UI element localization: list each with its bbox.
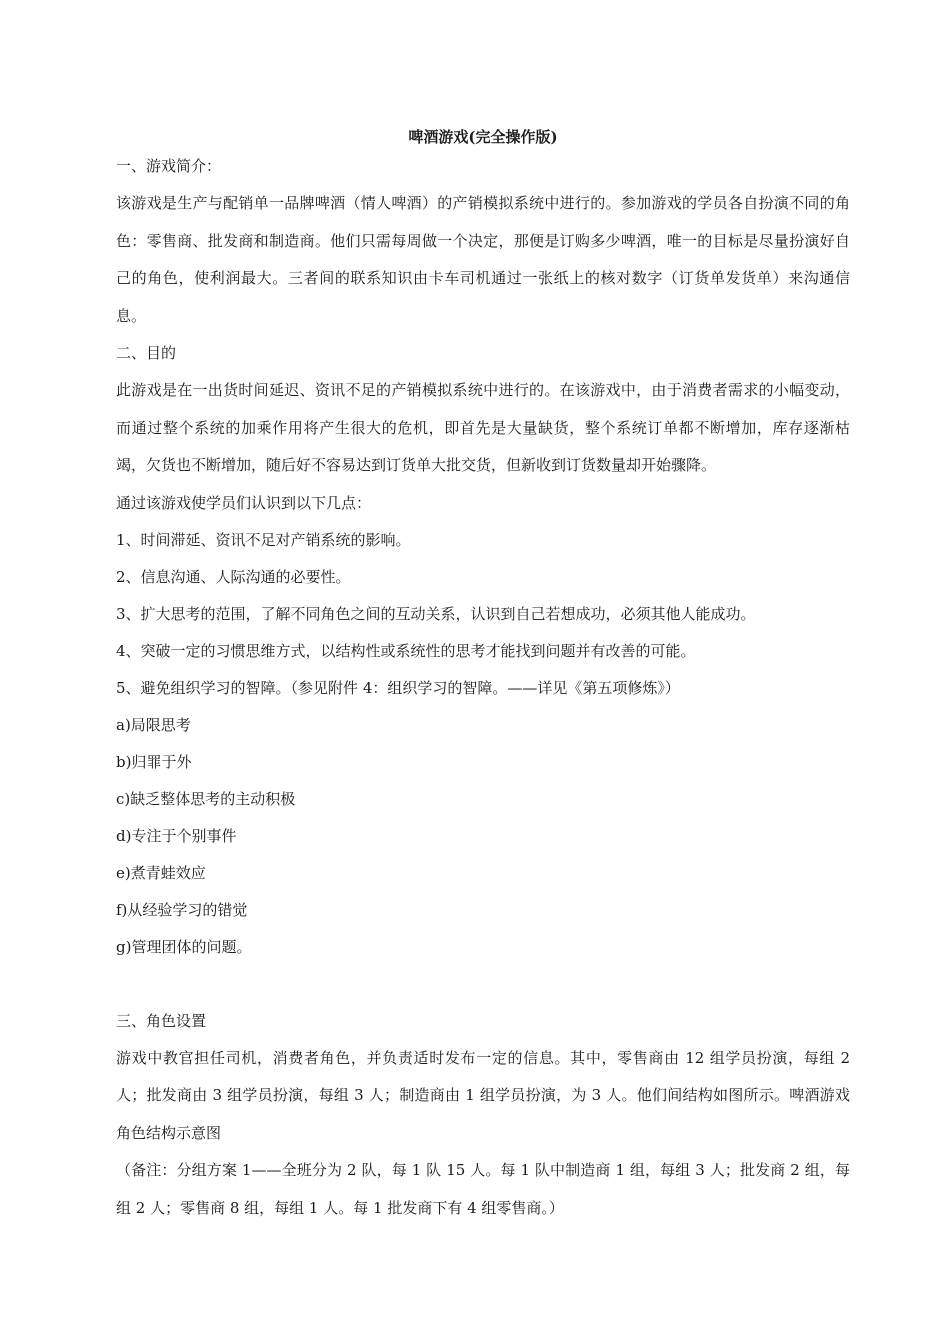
- document-title: 啤酒游戏(完全操作版): [408, 128, 558, 146]
- list-item: 2、信息沟通、人际沟通的必要性。: [116, 567, 351, 586]
- intro-paragraph: 该游戏是生产与配销单一品牌啤酒（情人啤酒）的产销模拟系统中进行的。参加游戏的学员各自扮演不同的角色：零售商、批发商和制造商。他们只需每周做一个决定，那便是订购多少啤酒，唯一的目标是尽量扮演好自己的角色，使利润最大。三者间的联系知识由卡车司机通过一张纸上的核对数字（订货单发货单）来沟通信息。: [116, 194, 850, 325]
- document-page: [116, 126, 850, 1227]
- roles-paragraph: 游戏中教官担任司机，消费者角色，并负责适时发布一定的信息。其中，零售商由 12 组学员扮演，每组 2 人；批发商由 3 组学员扮演，每组 3 人；制造商由 1 组学员扮演，为 3 人。他们间结构如图所示。啤酒游戏角色结构示意图: [116, 1048, 850, 1142]
- sub-list-item: b)归罪于外: [116, 752, 192, 771]
- section-heading-purpose: 二、目的: [116, 344, 177, 362]
- list-item: 3、扩大思考的范围，了解不同角色之间的互动关系，认识到自己若想成功，必须其他人能成功。: [116, 604, 756, 623]
- sub-list-item: d)专注于个别事件: [116, 826, 237, 845]
- sub-list-item: e)煮青蛙效应: [116, 863, 206, 882]
- section-heading-roles: 三、角色设置: [116, 1011, 207, 1030]
- roles-note: （备注：分组方案 1——全班分为 2 队，每 1 队 15 人。每 1 队中制造商 1 组，每组 3 人；批发商 2 组，每组 2 人；零售商 8 组，每组 1 人。每 1 批发商下有 4 组零售商。）: [116, 1161, 850, 1217]
- sub-list-item: g)管理团体的问题。: [116, 937, 252, 956]
- purpose-intro-line: 通过该游戏使学员们认识到以下几点：: [116, 493, 372, 512]
- purpose-paragraph: 此游戏是在一出货时间延迟、资讯不足的产销模拟系统中进行的。在该游戏中，由于消费者需求的小幅变动，而通过整个系统的加乘作用将产生很大的危机，即首先是大量缺货，整个系统订单都不断增加，库存逐渐枯竭，欠货也不断增加，随后好不容易达到订货单大批交货，但新收到订货数量却开始骤降。: [116, 381, 850, 474]
- section-heading-intro: 一、游戏简介：: [116, 157, 222, 175]
- list-item: 1、时间滞延、资讯不足对产销系统的影响。: [116, 530, 411, 549]
- blank-line: [116, 966, 850, 1003]
- sub-list-item: c)缺乏整体思考的主动积极: [116, 789, 296, 808]
- sub-list-item: a)局限思考: [116, 715, 191, 734]
- sub-list-item: f)从经验学习的错觉: [116, 900, 248, 919]
- list-item: 4、突破一定的习惯思维方式，以结构性或系统性的思考才能找到问题并有改善的可能。: [116, 641, 696, 660]
- list-item: 5、避免组织学习的智障。（参见附件 4：组织学习的智障。——详见《第五项修炼》）: [116, 678, 680, 697]
